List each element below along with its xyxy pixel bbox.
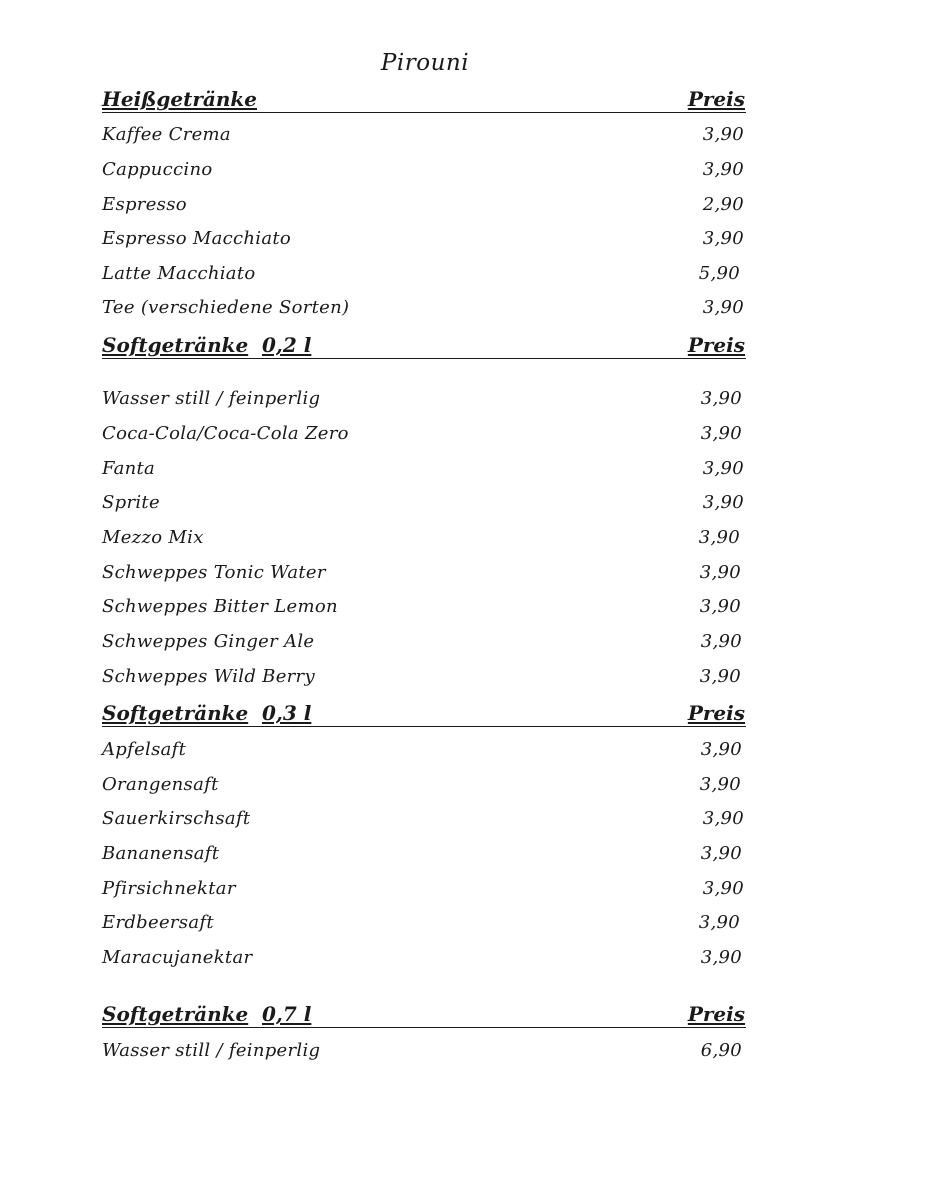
item-price: 3,90 bbox=[700, 739, 742, 760]
item-name: Espresso Macchiato bbox=[102, 228, 292, 249]
section-size: 0,3 l bbox=[262, 701, 312, 725]
item-name: Fanta bbox=[102, 458, 156, 479]
menu-item-row bbox=[102, 190, 746, 220]
menu-item-row bbox=[102, 259, 746, 289]
item-price: 3,90 bbox=[702, 297, 744, 318]
item-price: 5,90 bbox=[698, 263, 740, 284]
section-size: 0,2 l bbox=[262, 333, 312, 357]
item-name: Sauerkirschsaft bbox=[102, 808, 251, 829]
menu-item-row bbox=[102, 627, 746, 657]
item-name: Apfelsaft bbox=[102, 739, 187, 760]
item-name: Pfirsichnektar bbox=[102, 878, 236, 899]
menu-item-row bbox=[102, 224, 746, 254]
item-price: 3,90 bbox=[700, 388, 742, 409]
menu-item-row bbox=[102, 558, 746, 588]
item-price: 3,90 bbox=[700, 631, 742, 652]
section-header-soft-drinks-03 bbox=[102, 696, 746, 727]
item-name: Schweppes Bitter Lemon bbox=[102, 596, 338, 617]
item-name: Maracujanektar bbox=[102, 947, 253, 968]
section-price-label: Preis bbox=[687, 1002, 745, 1026]
item-name: Coca-Cola/Coca-Cola Zero bbox=[102, 423, 349, 444]
menu-title: Pirouni bbox=[380, 50, 470, 76]
item-price: 3,90 bbox=[699, 562, 741, 583]
item-name: Orangensaft bbox=[102, 774, 219, 795]
section-title: Softgetränke bbox=[102, 333, 249, 357]
section-price-label: Preis bbox=[687, 333, 745, 357]
menu-item-row bbox=[102, 839, 746, 869]
item-price: 3,90 bbox=[699, 596, 741, 617]
item-price: 3,90 bbox=[702, 159, 744, 180]
item-price: 3,90 bbox=[702, 458, 744, 479]
section-title: Heißgetränke bbox=[102, 87, 257, 111]
menu-item-row bbox=[102, 419, 746, 449]
item-name: Espresso bbox=[102, 194, 187, 215]
item-name: Erdbeersaft bbox=[102, 912, 214, 933]
menu-item-row bbox=[102, 488, 746, 518]
item-price: 2,90 bbox=[702, 194, 744, 215]
menu-item-row bbox=[102, 804, 746, 834]
item-price: 3,90 bbox=[700, 843, 742, 864]
item-name: Schweppes Wild Berry bbox=[102, 666, 315, 687]
item-price: 3,90 bbox=[698, 912, 740, 933]
menu-item-row bbox=[102, 735, 746, 765]
item-price: 3,90 bbox=[700, 947, 742, 968]
item-name: Latte Macchiato bbox=[102, 263, 256, 284]
item-price: 3,90 bbox=[702, 124, 744, 145]
item-name: Sprite bbox=[102, 492, 160, 513]
menu-item-row bbox=[102, 770, 746, 800]
item-name: Cappuccino bbox=[102, 159, 213, 180]
menu-item-row bbox=[102, 874, 746, 904]
item-name: Wasser still / feinperlig bbox=[102, 388, 321, 409]
item-price: 3,90 bbox=[702, 808, 744, 829]
section-price-label: Preis bbox=[687, 87, 745, 111]
item-name: Bananensaft bbox=[102, 843, 220, 864]
item-price: 3,90 bbox=[698, 527, 740, 548]
item-price: 3,90 bbox=[700, 423, 742, 444]
section-title: Softgetränke bbox=[102, 701, 249, 725]
menu-item-row bbox=[102, 293, 746, 323]
item-price: 3,90 bbox=[702, 228, 744, 249]
item-price: 3,90 bbox=[702, 492, 744, 513]
section-size: 0,7 l bbox=[262, 1002, 312, 1026]
item-price: 3,90 bbox=[702, 878, 744, 899]
section-price-label: Preis bbox=[687, 701, 745, 725]
item-name: Schweppes Tonic Water bbox=[102, 562, 326, 583]
section-header-hot-drinks bbox=[102, 82, 746, 113]
item-name: Mezzo Mix bbox=[102, 527, 204, 548]
menu-item-row bbox=[102, 120, 746, 150]
section-header-soft-drinks-02 bbox=[102, 328, 746, 359]
menu-item-row bbox=[102, 908, 746, 938]
menu-item-row bbox=[102, 454, 746, 484]
menu-item-row bbox=[102, 662, 746, 692]
item-name: Wasser still / feinperlig bbox=[102, 1040, 321, 1061]
item-name: Kaffee Crema bbox=[102, 124, 231, 145]
menu-item-row bbox=[102, 1036, 746, 1066]
menu-item-row bbox=[102, 384, 746, 414]
menu-item-row bbox=[102, 943, 746, 973]
item-name: Schweppes Ginger Ale bbox=[102, 631, 315, 652]
item-name: Tee (verschiedene Sorten) bbox=[102, 297, 350, 318]
item-price: 3,90 bbox=[699, 774, 741, 795]
item-price: 3,90 bbox=[699, 666, 741, 687]
menu-item-row bbox=[102, 523, 746, 553]
menu-item-row bbox=[102, 155, 746, 185]
section-title: Softgetränke bbox=[102, 1002, 249, 1026]
item-price: 6,90 bbox=[700, 1040, 742, 1061]
menu-item-row bbox=[102, 592, 746, 622]
section-header-soft-drinks-07 bbox=[102, 997, 746, 1028]
